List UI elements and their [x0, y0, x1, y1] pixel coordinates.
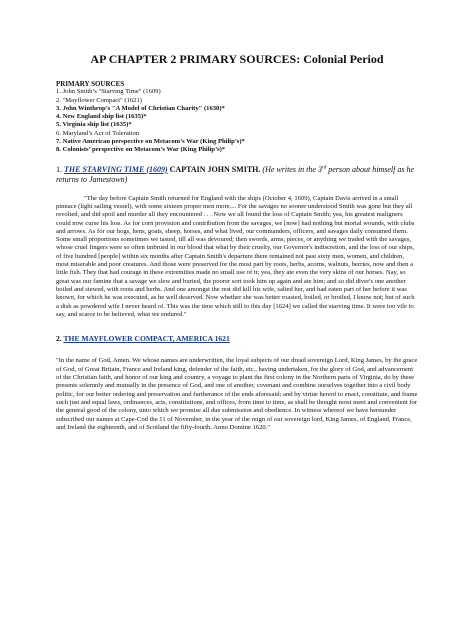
section2-heading	[56, 335, 418, 343]
mayflower-compact-link[interactable]: THE MAYFLOWER COMPACT, AMERICA 1621	[63, 334, 230, 344]
source-item-7: 7. Native American perspective on Metacom’s War (King Philip’s)*	[56, 138, 245, 146]
mayflower-compact-quote: "In the name of God, Amen. We whose names are underwritten, the loyal subjects of our dread sovereign Lord, King James, by the grace of God, of Great Britain, France and Ireland king, defender of the faith, etc., having undertaken, for the glory of God, and advancement of the Christian faith, and honor of our king and country, a voyage to plant the first colony in the Northern parts of Virginia, do by these presents solemnly and mutually in the presence of God, and one of another, covenant and combine ourselves together into a civil body politic, for our better ordering and preservation and furtherance of the ends aforesaid; and by virtue hereof to enact, constitute, and frame such just and equal laws, ordinances, acts, constitutions, and offices, from time to time, as shall be thought most meet and convenient for the general good of the colony, unto which we promise all due submission and obedience. In witness whereof we have hereunder subscribed our names at Cape-Cod the 11 of November, in the year of the reign of our sovereign lord, King James, of England, France, and Ireland the eighteenth, and of Scotland the fifty-fourth. Anno Domine 1620."	[56, 357, 418, 431]
primary-sources-heading: PRIMARY SOURCES	[56, 80, 125, 88]
primary-sources-list	[56, 88, 418, 154]
source-item-3: 3. John Winthrop’s "A Model of Christian Charity" (1630)*	[56, 104, 225, 112]
source-item-2: 2. "Mayflower Compact" (1621)	[56, 96, 142, 104]
starving-time-link[interactable]: THE STARVING TIME (1609)	[64, 164, 168, 174]
section1-note-sup: rd	[321, 165, 327, 171]
section2-number: 2.	[56, 334, 62, 344]
source-item-4: 4. New England ship list (1635)*	[56, 113, 147, 121]
source-item-1: 1. John Smith’s "Starving Time" (1609)	[56, 88, 161, 96]
source-item-8: 8. Colonists’ perspective on Metacom’s War (King Philip’s)*	[56, 146, 226, 154]
section1-number: 1.	[56, 164, 62, 174]
section1-note-post: person about himself as he returns to Jamestown)	[56, 164, 414, 184]
starving-time-quote: "The day before Captain Smith returned for England with the ships (October 4, 1609), Captain Davis arrived in a small pinnace (light sailing vessel), with some sixteen proper men more.... For the savages no sooner understood Smith was gone but they all revolted, and did spoil and murder all they encountered . . . Now we all found the loss of Captain Smith; yea, his greatest maligners could now curse his loss. As for corn provision and contribution from the savages, we [now] had nothing but mortal wounds, with clubs and arrows. As for our hogs, hens, goats, sheep, horses, and what lived, our commanders, officers, and savages daily consumed them. Some small proportions sometimes we tasted, till all was devoured; then swords, arms, pieces, or anything we traded with the savages, whose cruel fingers were so often imbrued in our blood that what by their cruelty, our Governor's indiscretion, and the loss of our ships, of five hundred [people] within six months after Captain Smith's departure there remained not past sixty men, women, and children, most miserable and poor creatures. And those were preserved for the most part by roots, herbs, acorns, walnuts, berries, now and then a little fish. They that had courage in these extremities made no small use of it; yea, they ate even the very skins of our horses. Nay, so great was our famine that a savage we slew and buried, the poorer sort took him up again and ate him; and so did diver's one another boiled and stewed, with roots and herbs. And one amongst the rest did kill his wife, salted her, and had eaten part of her before it was known, for which he was executed, as he well deserved. Now whether she was better roasted, boiled, or broiled, I know not; but of such a dish as powdered wife I never heard of. This was the time which still to this day [1624] we called the starving time. It were too vile to say, and scarce to be believed, what we endured."	[56, 194, 415, 318]
section1-note-pre: (He writes in the 3	[262, 164, 322, 174]
section1-author: CAPTAIN JOHN SMITH.	[169, 164, 261, 174]
source-item-5: 5. Virginia ship list (1635)*	[56, 121, 132, 129]
page-title: AP CHAPTER 2 PRIMARY SOURCES: Colonial Period	[90, 52, 384, 66]
section1-heading	[56, 165, 418, 185]
source-item-6: 6. Maryland’s Act of Toleration	[56, 129, 140, 137]
